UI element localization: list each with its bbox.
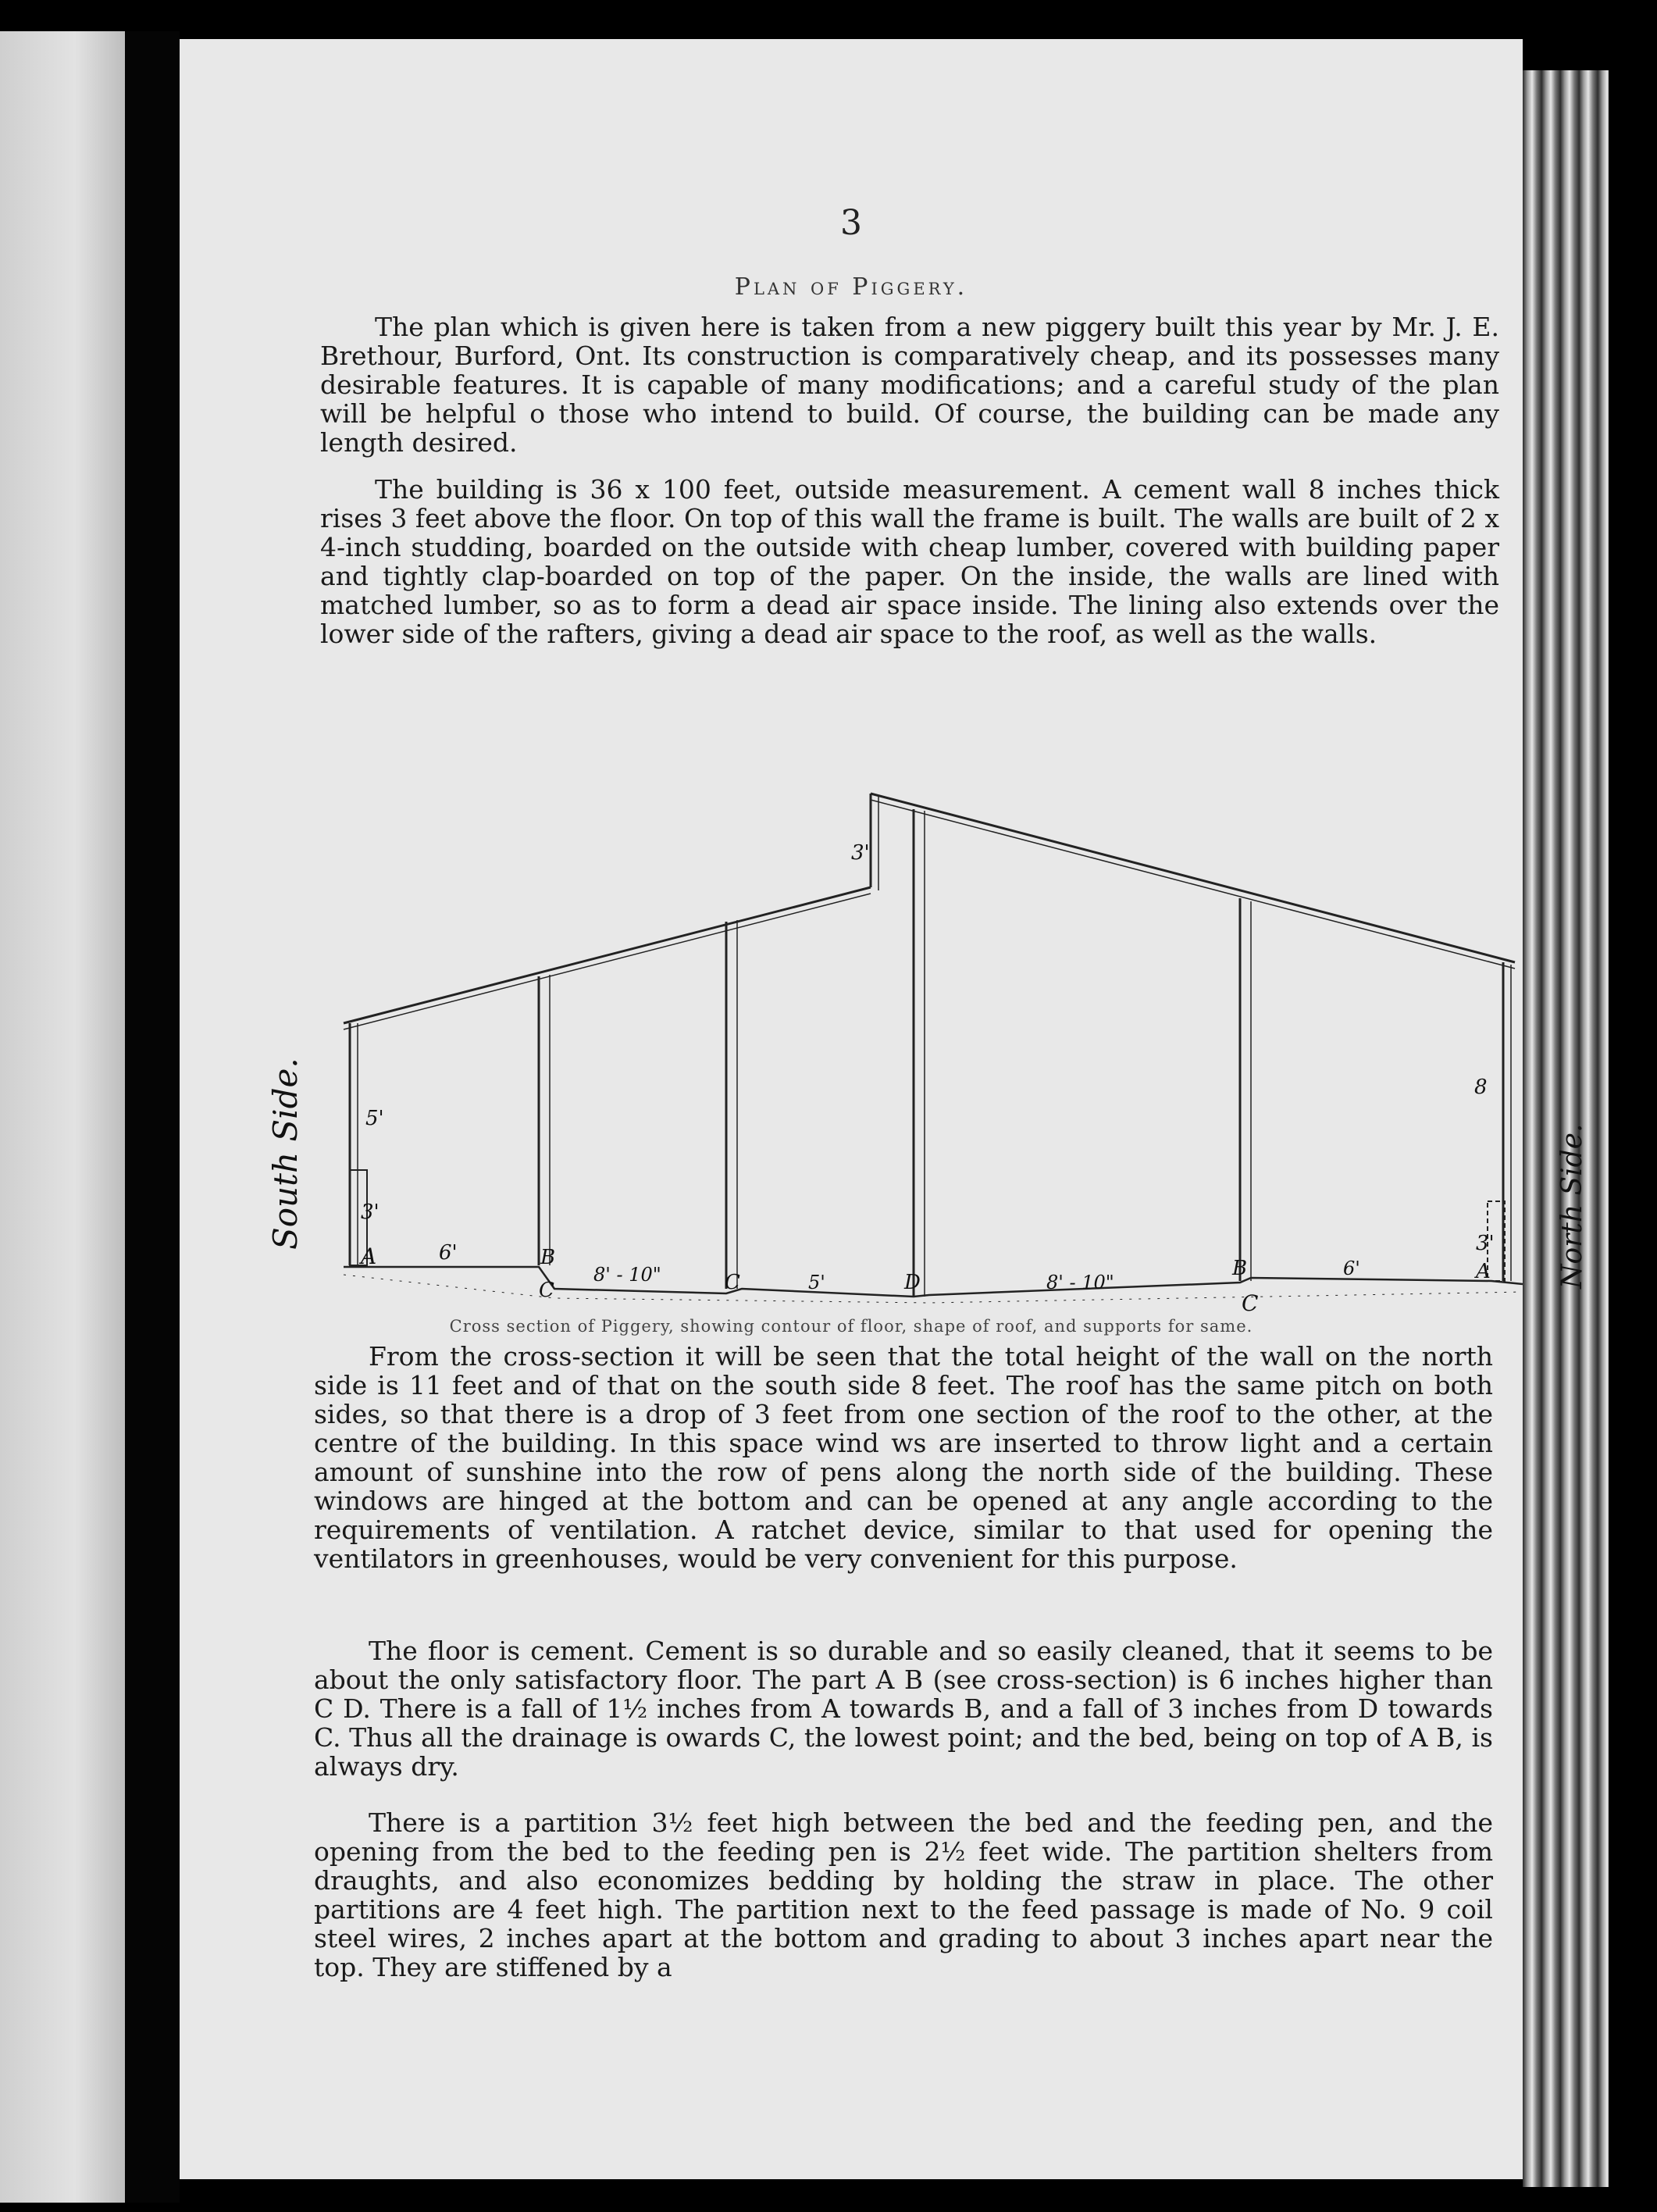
- section-title: Plan of Piggery.: [734, 273, 968, 301]
- paragraph-3: From the cross-section it will be seen that the total height of the wall on the north side is 11 feet and of that on the south side 8 feet. The roof has the same pitch on both sides, so that there is a drop of 3 feet from one section of the roof to the other, at the centre of the building. In this space wind ws are inserted to throw light and a certain amount of sunshine into the row of pens along the north side of the building. These windows are hinged at the bottom and can be opened at any angle according to the requirements of ventilation. A ratchet device, similar to that used for opening the ventilators in greenhouses, would be very convenient for this purpose.: [314, 1341, 1493, 1574]
- figure-caption: Cross section of Piggery, showing contour of floor, shape of roof, and supports for same.: [449, 1317, 1253, 1336]
- south-side-label: South Side.: [266, 1058, 305, 1250]
- north-side-label: North Side.: [1556, 1123, 1588, 1289]
- paragraph-4: The floor is cement. Cement is so durable and so easily cleaned, that it seems to be about the only satisfactory floor. The part A B (see cross-section) is 6 inches higher than C D. There is a fall of 1½ inches from A towards B, and a fall of 3 inches from D towards C. Thus all the drainage is owards C, the lowest point; and the bed, being on top of A B, is always dry.: [314, 1636, 1493, 1782]
- scan-border: [1609, 47, 1657, 2212]
- dim-north-upper: 8: [1474, 1076, 1488, 1099]
- point-d-center: D: [904, 1271, 921, 1294]
- dim-south-upper: 5': [365, 1107, 384, 1130]
- point-b-left: B: [540, 1246, 556, 1269]
- paragraph-2: The building is 36 x 100 feet, outside measurement. A cement wall 8 inches thick rises 3 feet above the floor. On top of this wall the frame is built. The walls are built of 2 x 4-inch studding, boarded on the outside with cheap lumber, covered with building paper and tightly clap-boarded on top of the paper. On the inside, the walls are lined with matched lumber, so as to form a dead air space inside. The lining also extends over the lower side of the rafters, giving a dead air space to the roof, as well as the walls.: [320, 474, 1499, 649]
- north-roof-line: [871, 794, 1515, 962]
- dim-cd: 5': [808, 1272, 825, 1293]
- paragraph-5: There is a partition 3½ feet high between the bed and the feeding pen, and the opening from the bed to the feeding pen is 2½ feet wide. The partition shelters from draughts, and also economizes bedding by holding the straw in place. The other partitions are 4 feet high. The partition next to the feed passage is made of No. 9 coil steel wires, 2 inches apart at the bottom and grading to about 3 inches apart near the top. They are stiffened by a: [314, 1807, 1493, 1982]
- dim-center-drop: 3': [851, 841, 870, 865]
- point-c-right-low: C: [1242, 1290, 1259, 1316]
- dim-bc-left: 8' - 10": [593, 1264, 661, 1286]
- book-gutter: [125, 31, 180, 2203]
- dim-south-lower: 3': [361, 1201, 380, 1224]
- page-number: 3: [840, 203, 862, 243]
- dim-ba-right: 6': [1343, 1258, 1360, 1279]
- book-page: [180, 39, 1588, 2179]
- point-c-center: C: [725, 1271, 740, 1294]
- cross-section-diagram: [226, 750, 1588, 1343]
- dim-ab-left: 6': [439, 1241, 458, 1265]
- point-a-right: A: [1476, 1260, 1491, 1283]
- dim-db-right: 8' - 10": [1046, 1272, 1114, 1293]
- point-a-left: A: [361, 1243, 377, 1269]
- south-roof-line: [344, 887, 871, 1023]
- dim-north-lower: 3': [1476, 1232, 1495, 1255]
- point-c-left-low: C: [539, 1279, 554, 1302]
- left-facing-page: [0, 31, 125, 2203]
- point-b-right: B: [1232, 1257, 1248, 1280]
- paragraph-1: The plan which is given here is taken from a new piggery built this year by Mr. J. E. Brethour, Burford, Ont. Its construction is comparatively cheap, and its possesses many desirable features. It is capable of many modifications; and a careful study of the plan will be helpful o those who intend to build. Of course, the building can be made any length desired.: [320, 312, 1499, 458]
